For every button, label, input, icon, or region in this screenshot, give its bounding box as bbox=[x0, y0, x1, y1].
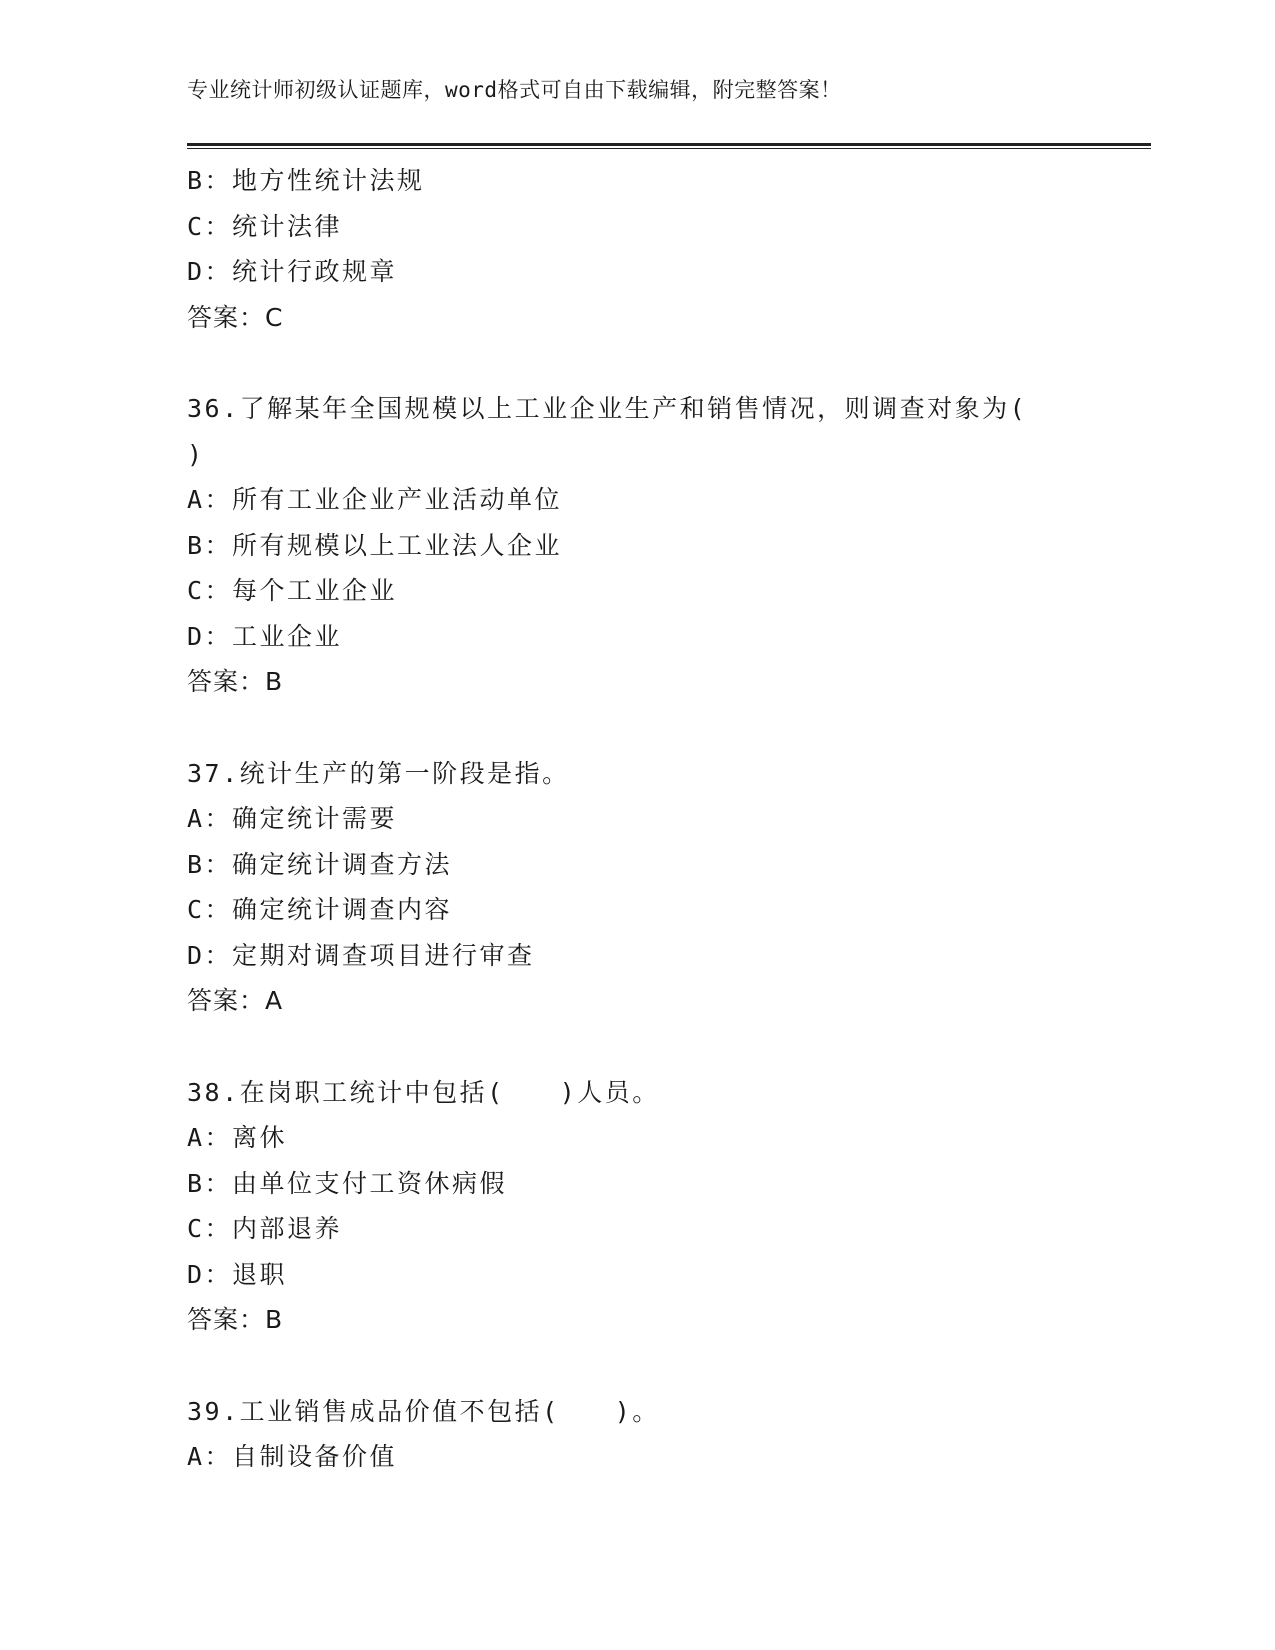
spacer bbox=[187, 340, 1087, 386]
answer-line: 答案：A bbox=[187, 986, 284, 1015]
question-list bbox=[187, 158, 1087, 1480]
option-a: A：所有工业企业产业活动单位 bbox=[187, 485, 563, 514]
answer-line: 答案：B bbox=[187, 1305, 284, 1334]
option-d: D：统计行政规章 bbox=[187, 257, 398, 286]
spacer bbox=[187, 1024, 1087, 1070]
option-c: C：确定统计调查内容 bbox=[187, 895, 453, 924]
answer-line: 答案：B bbox=[187, 667, 284, 696]
option-c: C：统计法律 bbox=[187, 211, 343, 241]
page-header: 专业统计师初级认证题库，word格式可自由下载编辑，附完整答案！ bbox=[187, 78, 842, 102]
option-b: B：确定统计调查方法 bbox=[187, 849, 453, 879]
question-stem-continued: ) bbox=[187, 439, 205, 469]
option-d: D：退职 bbox=[187, 1259, 288, 1289]
question-stem: 39.工业销售成品价值不包括( )。 bbox=[187, 1396, 660, 1426]
question-38 bbox=[187, 1070, 1087, 1343]
question-36 bbox=[187, 386, 1087, 705]
question-35-continued bbox=[187, 158, 1087, 340]
question-stem: 38.在岗职工统计中包括( )人员。 bbox=[187, 1077, 660, 1107]
option-a: A：离休 bbox=[187, 1123, 288, 1152]
option-c: C：每个工业企业 bbox=[187, 576, 398, 605]
option-d: D：定期对调查项目进行审查 bbox=[187, 940, 535, 970]
spacer bbox=[187, 705, 1087, 751]
option-a: A：确定统计需要 bbox=[187, 804, 398, 833]
option-b: B：地方性统计法规 bbox=[187, 166, 425, 195]
question-stem: 36.了解某年全国规模以上工业企业生产和销售情况，则调查对象为( bbox=[187, 394, 1028, 423]
spacer bbox=[187, 1343, 1087, 1389]
header-divider bbox=[187, 143, 1151, 149]
option-d: D：工业企业 bbox=[187, 621, 343, 651]
option-a: A：自制设备价值 bbox=[187, 1442, 398, 1471]
question-37 bbox=[187, 751, 1087, 1024]
option-c: C：内部退养 bbox=[187, 1214, 343, 1243]
question-39 bbox=[187, 1389, 1087, 1480]
option-b: B：由单位支付工资休病假 bbox=[187, 1168, 508, 1198]
option-b: B：所有规模以上工业法人企业 bbox=[187, 530, 563, 560]
question-stem: 37.统计生产的第一阶段是指。 bbox=[187, 758, 570, 788]
answer-line: 答案：C bbox=[187, 302, 284, 332]
